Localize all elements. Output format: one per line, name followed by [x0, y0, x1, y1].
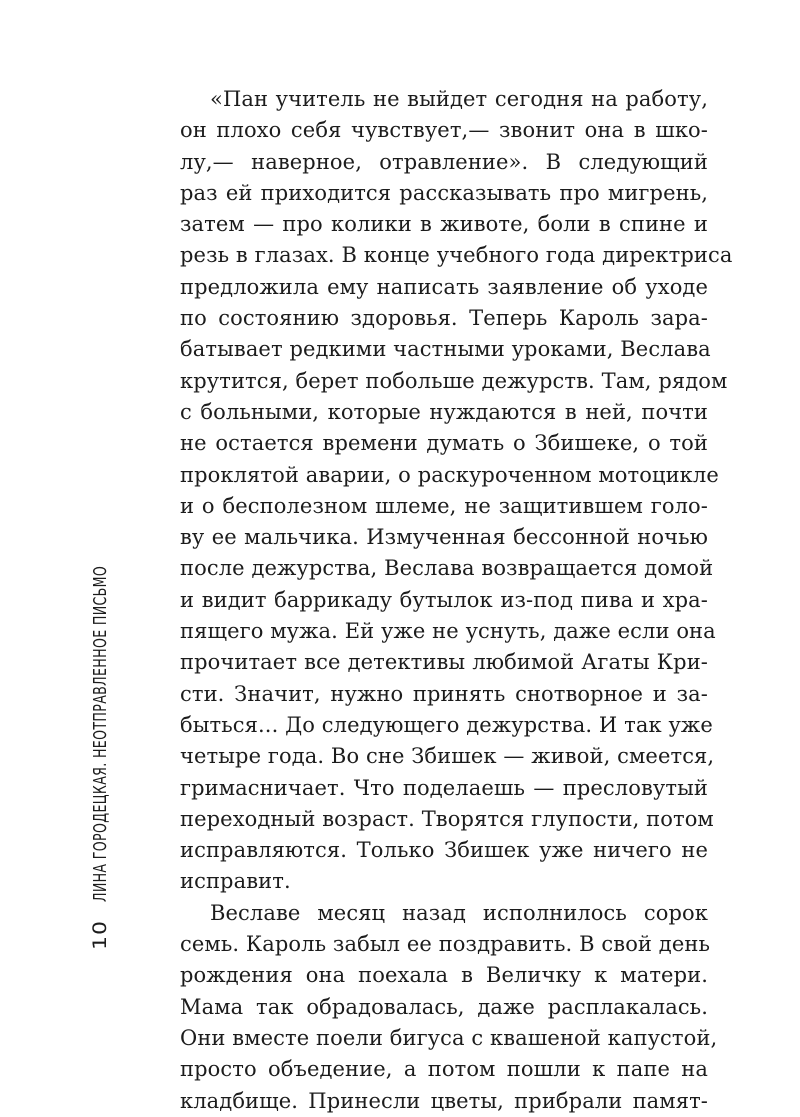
text-line: он плохо себя чувствует,— звонит она в шко-	[180, 118, 708, 143]
running-head	[80, 530, 120, 950]
text-line: не остается времени думать о Збишеке, о той	[180, 431, 708, 456]
text-line: исправляются. Только Збишек уже ничего не	[180, 838, 708, 863]
text-line: рождения она поехала в Величку к матери.	[180, 963, 708, 988]
text-line: просто объедение, а потом пошли к папе на	[180, 1057, 708, 1082]
text-line: гримасничает. Что поделаешь — пресловутый	[180, 775, 708, 800]
text-line: прочитает все детективы любимой Агаты Кри-	[180, 650, 708, 675]
text-line: резь в глазах. В конце учебного года директриса	[180, 243, 733, 268]
text-line: кладбище. Принесли цветы, прибрали памят-	[180, 1088, 708, 1113]
text-line: предложила ему написать заявление об уходе	[180, 274, 708, 299]
text-line: раз ей приходится рассказывать про мигрень,	[180, 180, 708, 205]
text-line: по состоянию здоровья. Теперь Кароль зара-	[180, 306, 708, 331]
text-line: четыре года. Во сне Збишек — живой, смеется,	[180, 744, 715, 769]
text-line: крутится, берет побольше дежурств. Там, рядом	[180, 368, 728, 393]
text-line: быться... До следующего дежурства. И так уже	[180, 712, 713, 737]
body-text	[180, 84, 733, 1117]
text-line: лу,— наверное, отравление». В следующий	[180, 149, 708, 174]
text-line: переходный возраст. Творятся глупости, потом	[180, 806, 714, 831]
text-line: с больными, которые нуждаются в ней, почти	[180, 399, 708, 424]
text-line: «Пан учитель не выйдет сегодня на работу,	[210, 87, 708, 111]
text-line: после дежурства, Веслава возвращается домой	[180, 556, 714, 581]
text-line: ву ее мальчика. Измученная бессонной ночью	[180, 525, 708, 550]
text-line: Веславе месяц назад исполнилось сорок	[210, 900, 708, 925]
running-head-title: ЛИНА ГОРОДЕЦКАЯ. НЕОТПРАВЛЕННОЕ ПИСЬМО	[89, 565, 111, 902]
text-line: и видит баррикаду бутылок из-под пива и хра-	[180, 587, 708, 612]
text-line: Они вместе поели бигуса с квашеной капустой,	[180, 1025, 718, 1050]
text-line: пящего мужа. Ей уже не уснуть, даже если она	[180, 619, 716, 644]
text-line: семь. Кароль забыл ее поздравить. В свой день	[180, 932, 710, 957]
text-line: проклятой аварии, о раскуроченном мотоцикле	[180, 462, 719, 487]
text-line: исправит.	[180, 869, 291, 894]
page-number: 10	[89, 920, 111, 950]
text-line: Мама так обрадовалась, даже расплакалась.	[180, 994, 708, 1019]
text-line: батывает редкими частными уроками, Веслава	[180, 337, 711, 362]
text-line: затем — про колики в животе, боли в спине и	[180, 212, 708, 237]
text-line: сти. Значит, нужно принять снотворное и за-	[180, 681, 708, 706]
text-line: и о бесполезном шлеме, не защитившем голо-	[180, 493, 708, 518]
